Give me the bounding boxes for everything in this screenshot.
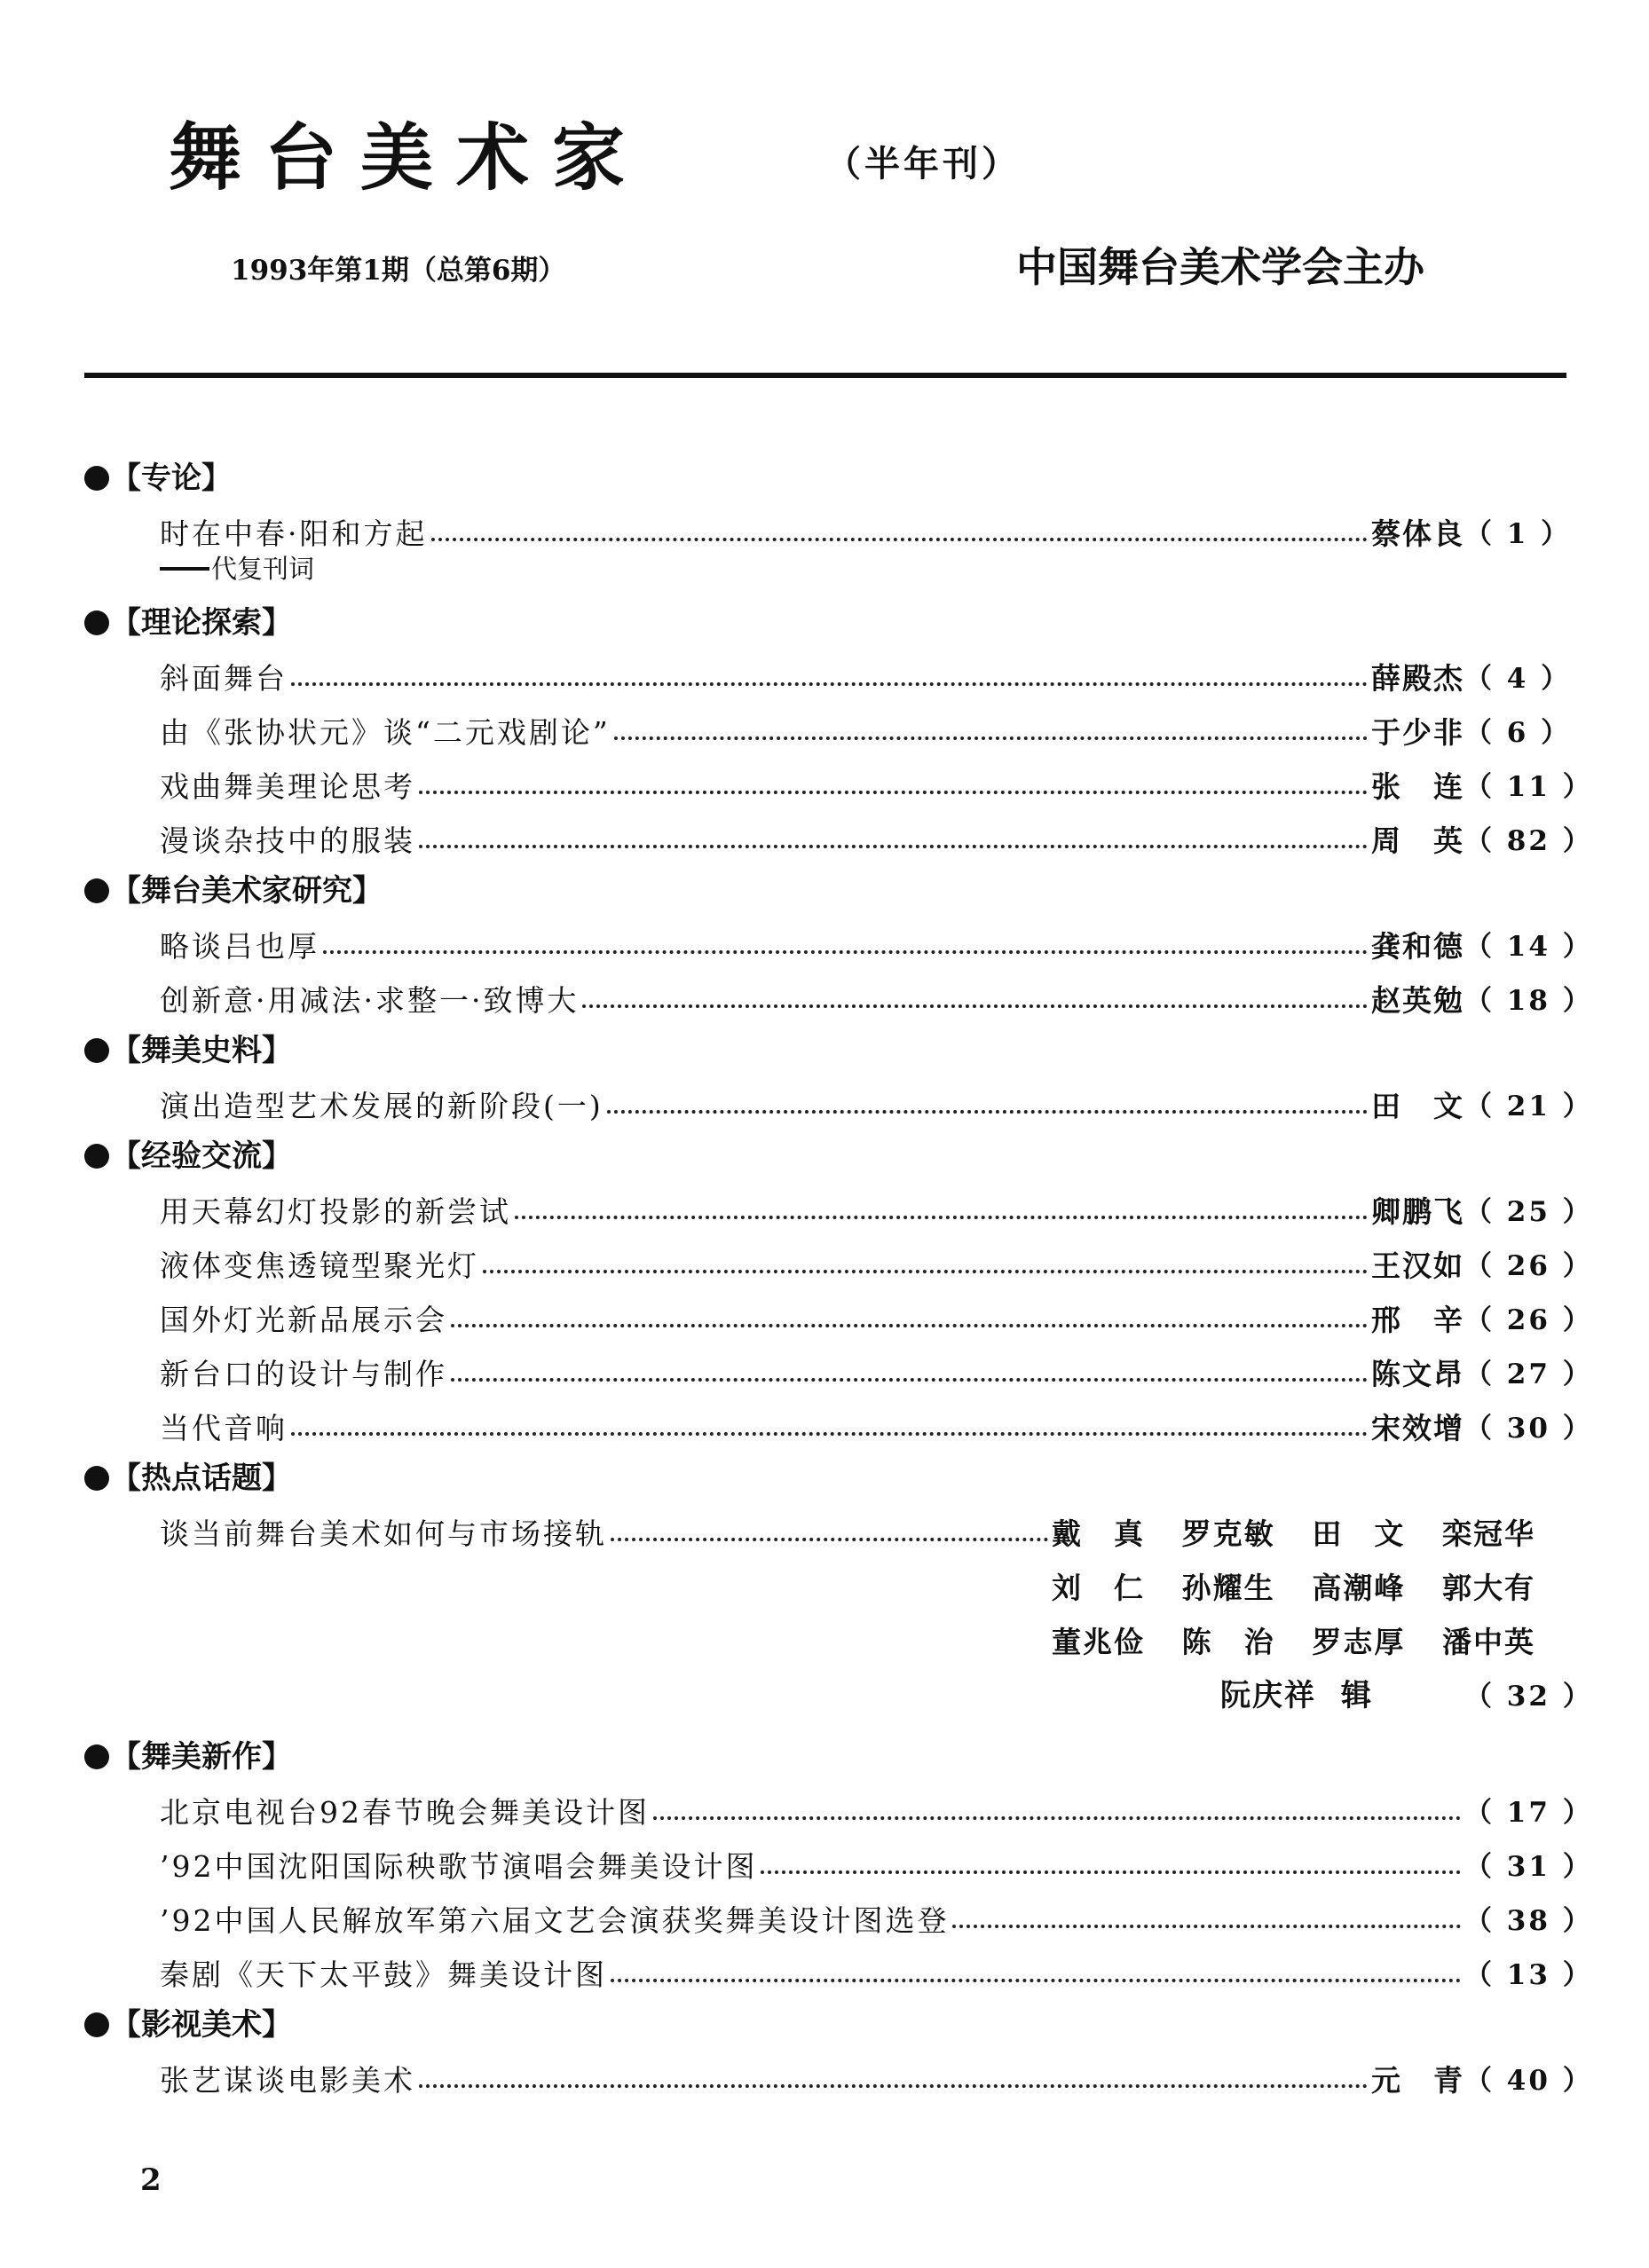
leader-dots (483, 1270, 1368, 1273)
header-divider (84, 373, 1566, 378)
toc-entry (160, 1509, 1052, 1551)
article-title: 国外灯光新品展示会 (160, 1303, 447, 1337)
bullet-dot-icon (84, 878, 109, 903)
leader-dots (323, 950, 1368, 954)
bullet-dot-icon (84, 466, 109, 491)
bullet-dot-icon (84, 1144, 109, 1169)
page-ref: （ 25 ） (1464, 1196, 1593, 1228)
leader-dots (653, 1816, 1461, 1820)
article-author: 邢 辛 (1371, 1303, 1464, 1337)
section-title: 【理论探索】 (111, 605, 292, 641)
toc-entry (160, 1896, 1593, 1938)
article-author: 张 连 (1371, 769, 1464, 804)
participant-name: 刘 仁 (1052, 1571, 1145, 1605)
toc-entry (160, 509, 1572, 551)
article-author: 元 青 (1371, 2063, 1464, 2098)
participant-name: 郭大有 (1441, 1571, 1535, 1605)
article-title: ’92中国人民解放军第六届文艺会演获奖舞美设计图选登 (160, 1903, 950, 1938)
article-title: 由《张协状元》谈“二元戏剧论” (160, 715, 611, 750)
article-title: 张艺谋谈电影美术 (160, 2063, 415, 2098)
article-author: 蔡体良 (1371, 516, 1464, 551)
section-heading (84, 1033, 292, 1068)
toc-entry (160, 762, 1593, 804)
section-heading (84, 1138, 292, 1174)
leader-dots (614, 736, 1368, 740)
toc-entry (160, 816, 1593, 858)
toc-entry (160, 1241, 1593, 1283)
participant-name: 罗志厚 (1312, 1625, 1406, 1659)
toc-entry (160, 1788, 1593, 1830)
page-number: 2 (140, 2162, 162, 2198)
participant-row (1052, 1509, 1566, 1551)
article-title: ’92中国沈阳国际秧歌节演唱会舞美设计图 (160, 1849, 758, 1884)
bullet-dot-icon (84, 610, 109, 635)
article-title: 北京电视台92春节晚会舞美设计图 (160, 1795, 650, 1830)
toc-entry (160, 922, 1593, 964)
editor-name: 阮庆祥 (1220, 1678, 1316, 1713)
section-heading (84, 605, 292, 641)
section-heading (84, 1461, 292, 1496)
leader-dots (761, 1870, 1461, 1874)
section-title: 【舞美新作】 (111, 1739, 292, 1775)
article-title: 新台口的设计与制作 (160, 1357, 447, 1391)
em-dash (160, 567, 209, 571)
article-title: 时在中春·阳和方起 (160, 516, 428, 551)
editor-line (1220, 1672, 1593, 1713)
issue-number: 1993年第1期（总第6期） (231, 255, 566, 287)
leader-dots (611, 1538, 1048, 1541)
toc-entry (160, 1350, 1593, 1391)
article-author: 薛殿杰 (1371, 661, 1464, 696)
bullet-dot-icon (84, 1466, 109, 1491)
page-ref: （ 82 ） (1464, 825, 1593, 857)
bullet-dot-icon (84, 1038, 109, 1063)
page-ref: （ 26 ） (1464, 1250, 1593, 1282)
participant-row (1052, 1618, 1566, 1657)
leader-dots (451, 1378, 1368, 1382)
page-ref: （ 6 ） (1464, 717, 1572, 749)
article-title: 斜面舞台 (160, 661, 288, 696)
leader-dots (419, 2084, 1368, 2088)
toc-entry (160, 1950, 1593, 1992)
toc-entry (160, 976, 1593, 1018)
participant-name: 潘中英 (1441, 1625, 1535, 1659)
leader-dots (291, 1432, 1368, 1436)
page-ref: （ 26 ） (1464, 1304, 1593, 1336)
section-title: 【专论】 (111, 461, 232, 496)
page-ref: （ 30 ） (1464, 1413, 1593, 1445)
article-title: 创新意·用减法·求整一·致博大 (160, 983, 580, 1018)
article-title: 液体变焦透镜型聚光灯 (160, 1248, 479, 1283)
page-ref: （ 40 ） (1464, 2065, 1593, 2097)
participant-name: 栾冠华 (1441, 1516, 1535, 1551)
article-author: 陈文昂 (1371, 1357, 1464, 1391)
sponsor-line: 中国舞台美术学会主办 (1016, 243, 1424, 291)
editor-role: 辑 (1341, 1678, 1371, 1713)
page-ref: （ 27 ） (1464, 1358, 1593, 1390)
article-author: 于少非 (1371, 715, 1464, 750)
page-ref: （ 31 ） (1464, 1851, 1593, 1883)
leader-dots (451, 1324, 1368, 1327)
leader-dots (952, 1925, 1461, 1928)
article-title: 漫谈杂技中的服装 (160, 823, 415, 858)
toc-entry (160, 708, 1572, 750)
article-author: 龚和德 (1371, 929, 1464, 964)
article-title: 秦剧《天下太平鼓》舞美设计图 (160, 1957, 607, 1992)
leader-dots (291, 682, 1368, 686)
page-ref: （ 17 ） (1464, 1797, 1593, 1829)
toc-entry (160, 1404, 1593, 1445)
page-ref: （ 13 ） (1464, 1959, 1593, 1991)
section-heading (84, 873, 383, 909)
toc-entry (160, 1082, 1593, 1123)
leader-dots (431, 538, 1369, 541)
leader-dots (419, 791, 1368, 794)
article-author: 宋效增 (1371, 1411, 1464, 1445)
article-author: 卿鹏飞 (1371, 1194, 1464, 1229)
page-ref: （ 21 ） (1464, 1091, 1593, 1122)
article-title: 戏曲舞美理论思考 (160, 769, 415, 804)
article-author: 王汉如 (1371, 1248, 1464, 1283)
section-title: 【热点话题】 (111, 1461, 292, 1496)
article-title: 当代音响 (160, 1411, 288, 1445)
page-ref: （ 4 ） (1464, 663, 1572, 695)
participant-name: 田 文 (1312, 1516, 1406, 1551)
toc-entry (160, 1187, 1593, 1229)
article-author: 田 文 (1371, 1089, 1464, 1123)
bullet-dot-icon (84, 1744, 109, 1769)
section-title: 【影视美术】 (111, 2007, 292, 2043)
participant-name: 戴 真 (1052, 1516, 1145, 1551)
leader-dots (611, 1979, 1461, 1982)
journal-title: 舞台美术家 (169, 116, 649, 201)
bullet-dot-icon (84, 2012, 109, 2037)
page-ref: （ 1 ） (1464, 518, 1572, 550)
toc-entry (160, 1295, 1593, 1337)
toc-entry (160, 2056, 1593, 2098)
article-subtitle (160, 556, 314, 582)
article-title: 演出造型艺术发展的新阶段(一) (160, 1089, 604, 1123)
participant-name: 陈 治 (1181, 1625, 1275, 1659)
article-title: 谈当前舞台美术如何与市场接轨 (160, 1516, 607, 1551)
page-ref: （ 38 ） (1464, 1905, 1593, 1937)
section-title: 【经验交流】 (111, 1138, 292, 1174)
article-title: 用天幕幻灯投影的新尝试 (160, 1194, 511, 1229)
participant-name: 孙耀生 (1181, 1571, 1275, 1605)
section-heading (84, 461, 232, 496)
article-author: 周 英 (1371, 823, 1464, 858)
page-ref: （ 32 ） (1464, 1681, 1593, 1713)
publication-frequency: （半年刊） (825, 143, 1021, 185)
leader-dots (582, 1004, 1368, 1008)
section-title: 【舞美史料】 (111, 1033, 292, 1068)
page-ref: （ 11 ） (1464, 771, 1593, 803)
leader-dots (419, 845, 1368, 848)
toc-entry (160, 654, 1572, 696)
leader-dots (515, 1216, 1368, 1219)
subtitle-text: 代复刊词 (211, 554, 315, 584)
article-author: 赵英勉 (1371, 983, 1464, 1018)
leader-dots (607, 1110, 1368, 1114)
participant-name: 高潮峰 (1312, 1571, 1406, 1605)
section-title: 【舞台美术家研究】 (111, 873, 383, 909)
page-ref: （ 14 ） (1464, 931, 1593, 963)
participant-name: 罗克敏 (1181, 1516, 1275, 1551)
participant-name: 董兆俭 (1052, 1625, 1145, 1659)
section-heading (84, 1739, 292, 1775)
article-title: 略谈吕也厚 (160, 929, 320, 964)
participant-row (1052, 1563, 1566, 1603)
toc-entry (160, 1842, 1593, 1884)
page-ref: （ 18 ） (1464, 985, 1593, 1017)
section-heading (84, 2007, 292, 2043)
